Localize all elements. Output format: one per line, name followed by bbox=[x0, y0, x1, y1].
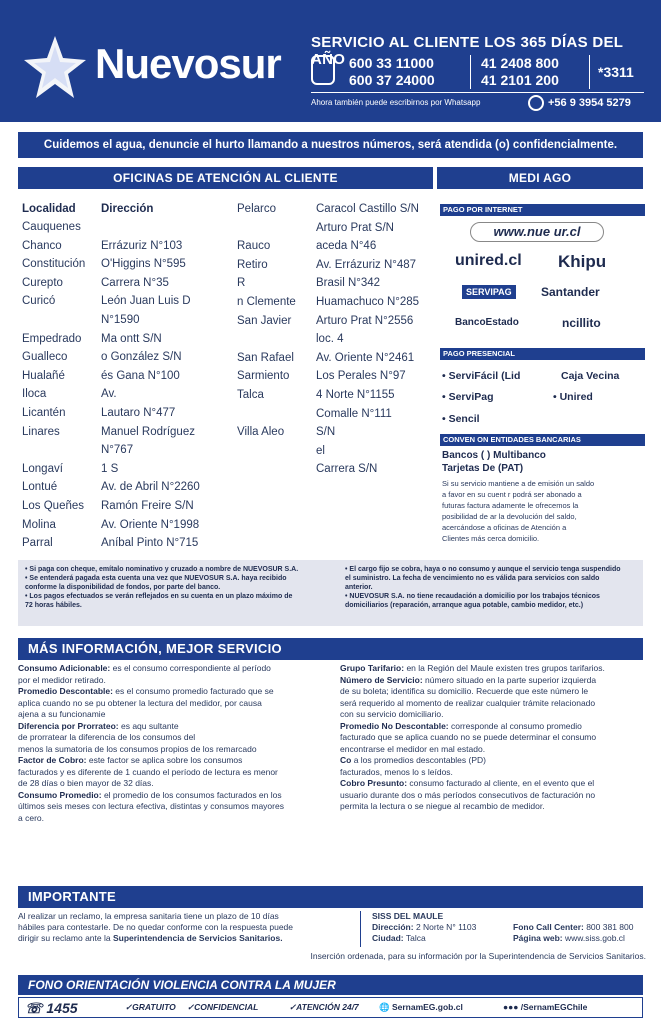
convenio-line: acercándose a oficinas de Atención a bbox=[442, 523, 567, 532]
info-text: consumo facturado al cliente, en el evento que el bbox=[407, 778, 595, 788]
info-text: por el medidor retirado. bbox=[18, 674, 106, 685]
phone-number: 41 2101 200 bbox=[481, 72, 559, 88]
offices-left bbox=[22, 200, 232, 550]
office-locality: Chanco bbox=[22, 239, 62, 252]
phones-col2 bbox=[481, 55, 559, 89]
office-address: aceda N°46 bbox=[316, 240, 377, 253]
footer-social[interactable]: ●●● /SernamEGChile bbox=[503, 1002, 588, 1012]
info-text: facturados, menos lo s leídos. bbox=[340, 766, 453, 777]
info-line bbox=[18, 790, 328, 802]
office-locality: Villa Aleo bbox=[237, 426, 285, 439]
payment-notes bbox=[18, 560, 643, 626]
info-right bbox=[340, 663, 645, 813]
info-text: de su boleta; identifica su domicilio. Recuerde que este número le bbox=[340, 686, 589, 696]
footer-row bbox=[18, 997, 643, 1018]
info-text: usuario durante dos o más períodos consecutivos de facturación no bbox=[340, 789, 596, 800]
info-line bbox=[18, 767, 328, 779]
note-line: anterior. bbox=[345, 584, 373, 591]
office-address: Arturo Prat S/N bbox=[316, 221, 394, 234]
bank-khipu: Khipu bbox=[558, 252, 607, 271]
attention-label: ATENCIÓN 24/7 bbox=[296, 1002, 359, 1012]
info-text: es el consumo correspondiente al período bbox=[110, 663, 271, 673]
office-locality: Rauco bbox=[237, 240, 271, 253]
office-address: Comalle N°111 bbox=[316, 407, 392, 420]
notes-left bbox=[25, 565, 335, 610]
office-locality: Cauquenes bbox=[22, 221, 81, 233]
note-line: • NUEVOSUR S.A. no tiene recaudación a domicilio por los trabajos técnicos bbox=[345, 593, 600, 600]
bank-servipag: SERVIPAG bbox=[462, 285, 516, 299]
whatsapp-text: Ahora también puede escribirnos por Whatsapp bbox=[311, 98, 481, 107]
office-address: és Gana N°100 bbox=[101, 369, 180, 382]
footer-site[interactable]: 🌐 SernamEG.gob.cl bbox=[379, 1002, 463, 1012]
info-line bbox=[340, 801, 645, 813]
info-text: permita la lectura o se niegue al recambio de medidor. bbox=[340, 801, 545, 811]
office-locality: Curepto bbox=[22, 276, 63, 289]
offices-right bbox=[237, 200, 433, 550]
office-locality: Curicó bbox=[22, 295, 56, 308]
important-line: Al realizar un reclamo, la empresa sanitaria tiene un plazo de 10 días bbox=[18, 911, 279, 921]
office-address: Av. Oriente N°1998 bbox=[101, 518, 200, 531]
confidential-label: CONFIDENCIAL bbox=[194, 1002, 259, 1012]
insertion-note: Inserción ordenada, para su información por la Superintendencia de Servicios Sanitarios. bbox=[310, 951, 646, 961]
office-address: N°1590 bbox=[101, 314, 140, 326]
phones-col1 bbox=[349, 55, 435, 89]
info-text: aplica cuando no se pu obtener la lectura del medidor, por causa bbox=[18, 697, 262, 708]
info-line bbox=[340, 755, 645, 767]
office-address: loc. 4 bbox=[316, 333, 344, 346]
office-address: Av. Oriente N°2461 bbox=[316, 351, 415, 364]
info-text: de 28 días o bien mayor de 32 días. bbox=[18, 778, 154, 788]
info-term: Diferencia por Prorrateo: bbox=[18, 720, 119, 731]
info-line bbox=[340, 663, 645, 675]
office-locality: Lontué bbox=[22, 481, 58, 494]
convenio-line: a favor en su cuent r podrá ser abonado a bbox=[442, 490, 582, 499]
phone-number: 41 2408 800 bbox=[481, 55, 559, 71]
office-address: Ramón Freire S/N bbox=[101, 500, 194, 512]
note-line: • Los pagos efectuados se verán reflejados en su cuenta en un plazo máximo de bbox=[25, 593, 293, 600]
office-locality: Linares bbox=[22, 425, 60, 438]
info-text: ajena a su funcionamie bbox=[18, 709, 106, 719]
office-locality: Longaví bbox=[22, 462, 63, 475]
info-term: Factor de Cobro: bbox=[18, 755, 87, 765]
office-address: Av. Errázuriz N°487 bbox=[316, 258, 417, 271]
service-title: SERVICIO AL CLIENTE LOS 365 DÍAS DEL AÑO bbox=[311, 34, 623, 68]
office-address: Caracol Castillo S/N bbox=[316, 203, 419, 215]
info-line bbox=[340, 744, 645, 756]
phone-number: 600 33 11000 bbox=[349, 55, 434, 71]
office-address: O'Higgins N°595 bbox=[101, 258, 186, 271]
office-address: Manuel Rodríguez bbox=[101, 425, 195, 438]
office-locality: Molina bbox=[22, 518, 56, 531]
office-locality: Sarmiento bbox=[237, 370, 290, 383]
info-line bbox=[18, 813, 328, 825]
convenio-line: Clientes más cerca domicilio. bbox=[442, 534, 540, 543]
office-address: el bbox=[316, 444, 325, 457]
payments-title: MEDI AGO bbox=[437, 167, 643, 189]
info-term: Co bbox=[340, 755, 352, 765]
web-label: Página web: bbox=[513, 933, 563, 943]
site-label: SernamEG.gob.cl bbox=[391, 1002, 463, 1012]
siss-dir: 2 Norte N° 1103 bbox=[413, 922, 477, 932]
footer-confidential: ✓CONFIDENCIAL bbox=[187, 1002, 259, 1012]
info-line bbox=[340, 686, 645, 698]
info-text: este factor se aplica sobre los consumos bbox=[86, 755, 243, 765]
convenio-line: futuras factura adamente le ofrecemos la bbox=[442, 501, 579, 510]
info-line bbox=[18, 732, 328, 744]
offices-title: OFICINAS DE ATENCIÓN AL CLIENTE bbox=[18, 167, 433, 189]
siss-city: Talca bbox=[403, 933, 426, 943]
office-address: S/N bbox=[316, 426, 336, 439]
info-text: de prorratear la diferencia de los consumos del bbox=[18, 732, 196, 742]
info-text: número situado en la parte superior izquierda bbox=[422, 674, 597, 685]
office-address: N°767 bbox=[101, 444, 134, 457]
more-info-title: MÁS INFORMACIÓN, MEJOR SERVICIO bbox=[18, 638, 643, 660]
office-locality: R bbox=[237, 277, 246, 290]
info-line bbox=[18, 663, 328, 675]
bank-caja: ncillito bbox=[562, 316, 601, 330]
pay-servipag: • ServiPag bbox=[442, 391, 494, 403]
info-left bbox=[18, 663, 328, 824]
office-address: Los Perales N°97 bbox=[316, 370, 406, 383]
convenio-head: CONVEN ON ENTIDADES BANCARIAS bbox=[440, 434, 645, 446]
info-text: es el consumo promedio facturado que se bbox=[112, 686, 274, 696]
divider bbox=[311, 92, 644, 93]
office-address: Lautaro N°477 bbox=[101, 407, 176, 419]
info-line bbox=[18, 778, 328, 790]
siss-contact bbox=[513, 922, 648, 944]
star-logo-icon bbox=[22, 34, 88, 100]
short-code: *3311 bbox=[598, 64, 634, 80]
important-line: hábiles para contestarle. De no quedar conforme con la respuesta puede bbox=[18, 922, 294, 932]
siss-title: SISS DEL MAULE bbox=[372, 911, 444, 921]
phone-number: 600 37 24000 bbox=[349, 72, 435, 88]
office-address: Carrera S/N bbox=[316, 463, 378, 476]
note-line: conforme la disponibilidad de fondos, por parte del banco. bbox=[25, 584, 221, 591]
office-locality: Retiro bbox=[237, 258, 268, 271]
office-locality: Los Queñes bbox=[22, 500, 85, 512]
info-line bbox=[18, 721, 328, 733]
info-line bbox=[340, 675, 645, 687]
divider bbox=[360, 911, 361, 947]
info-term: Promedio Descontable: bbox=[18, 686, 113, 696]
info-text: a los promedios descontables (PD) bbox=[351, 755, 486, 765]
info-line bbox=[340, 778, 645, 790]
whatsapp-icon bbox=[528, 95, 544, 111]
office-address: 4 Norte N°1155 bbox=[316, 389, 395, 401]
office-address: Av. de Abril N°2260 bbox=[101, 481, 200, 494]
info-text: a cero. bbox=[18, 812, 44, 823]
info-line bbox=[340, 732, 645, 744]
info-line bbox=[340, 790, 645, 802]
office-address: Av. bbox=[101, 388, 117, 401]
info-term: Promedio No Descontable: bbox=[340, 720, 449, 731]
info-text: facturados y es diferente de 1 cuando el período de lectura es menor bbox=[18, 766, 278, 777]
info-line bbox=[18, 675, 328, 687]
note-line: 72 horas hábiles. bbox=[25, 602, 82, 609]
divider bbox=[470, 55, 471, 89]
col-locality: Localidad bbox=[22, 203, 76, 215]
office-locality: Licantén bbox=[22, 407, 66, 419]
office-address: Errázuriz N°103 bbox=[101, 239, 183, 252]
website-link[interactable]: www.nue ur.cl bbox=[470, 222, 604, 242]
note-line: domiciliarios (reparación, arranque agua potable, cambio medidor, etc.) bbox=[345, 602, 584, 609]
info-term: Consumo Promedio: bbox=[18, 789, 102, 800]
whatsapp-number: +56 9 3954 5279 bbox=[548, 97, 631, 109]
office-locality: Hualañé bbox=[22, 369, 65, 382]
office-locality: Pelarco bbox=[237, 203, 276, 215]
office-address: Ma ontt S/N bbox=[101, 332, 162, 345]
office-address: Brasil N°342 bbox=[316, 277, 381, 290]
note-line: el suministro. La fecha de vencimiento no es válida para servicios con saldo bbox=[345, 575, 600, 582]
bank-unired: unired.cl bbox=[455, 252, 522, 269]
office-address: Arturo Prat N°2556 bbox=[316, 314, 414, 327]
office-locality: Constitución bbox=[22, 258, 86, 271]
free-label: GRATUITO bbox=[132, 1002, 176, 1012]
info-term: Cobro Presunto: bbox=[340, 778, 408, 788]
call-number: 800 381 800 bbox=[583, 922, 634, 932]
info-term: Número de Servicio: bbox=[340, 674, 423, 685]
info-text: menos la sumatoria de los consumos propios de los remarcado bbox=[18, 743, 257, 754]
info-line bbox=[18, 709, 328, 721]
convenio-line: Si su servicio mantiene a de emisión un saldo bbox=[442, 479, 595, 488]
convenio-text bbox=[442, 478, 645, 544]
info-line bbox=[18, 744, 328, 756]
phone-icon bbox=[311, 55, 335, 85]
note-line: • Se entenderá pagada esta cuenta una vez que NUEVOSUR S.A. haya recibido bbox=[25, 575, 287, 582]
note-line: • Si paga con cheque, emítalo nominativo y cruzado a nombre de NUEVOSUR S.A. bbox=[25, 566, 299, 573]
info-text: es aqu sultante bbox=[118, 720, 179, 731]
presencial-head: PAGO PRESENCIAL bbox=[440, 348, 645, 360]
brand-name: Nuevosur bbox=[95, 40, 281, 87]
info-line bbox=[18, 686, 328, 698]
convenio-line: posibilidad de ar la devolución del saldo, bbox=[442, 512, 577, 521]
pay-cajavecina: Caja Vecina bbox=[561, 370, 620, 382]
office-locality: Empedrado bbox=[22, 332, 82, 345]
info-term: Grupo Tarifario: bbox=[340, 663, 405, 673]
footer-number: 1455 bbox=[46, 1000, 78, 1016]
footer-attention: ✓ATENCIÓN 24/7 bbox=[289, 1002, 359, 1012]
call-label: Fono Call Center: bbox=[513, 922, 584, 932]
important-title: IMPORTANTE bbox=[18, 886, 643, 908]
office-locality: San Javier bbox=[237, 314, 292, 327]
pay-sencillito: • Sencil bbox=[442, 413, 480, 425]
info-line bbox=[340, 767, 645, 779]
office-locality: Gualleco bbox=[22, 351, 68, 364]
info-text: en la Región del Maule existen tres grupos tarifarios. bbox=[404, 663, 605, 673]
pay-servifacil: • ServiFácil (Lid bbox=[442, 370, 521, 382]
siss-info bbox=[372, 911, 512, 944]
info-text: el promedio de los consumos facturados en los bbox=[101, 789, 282, 800]
info-text: últimos seis meses con lectura efectiva, distintas y consumos mayores bbox=[18, 801, 284, 811]
office-address: o González S/N bbox=[101, 351, 182, 364]
info-line bbox=[18, 755, 328, 767]
office-locality: Talca bbox=[237, 389, 264, 401]
internet-head: PAGO POR INTERNET bbox=[440, 204, 645, 216]
office-address: Carrera N°35 bbox=[101, 276, 169, 289]
siss-dir-label: Dirección: bbox=[372, 922, 414, 932]
pay-unired: • Unired bbox=[553, 391, 593, 403]
important-line: dirigir su reclamo ante la bbox=[18, 933, 113, 943]
office-locality: n Clemente bbox=[237, 296, 296, 308]
divider bbox=[589, 55, 590, 89]
bank-bancoestado: BancoEstado bbox=[455, 317, 519, 328]
social-label: /SernamEGChile bbox=[520, 1002, 588, 1012]
info-text: con su servicio domiciliario. bbox=[340, 709, 444, 719]
important-text bbox=[18, 911, 358, 944]
office-address: 1 S bbox=[101, 462, 119, 475]
note-line: • El cargo fijo se cobra, haya o no consumo y aunque el servicio tenga suspendido bbox=[345, 566, 621, 573]
info-text: corresponde al consumo promedio bbox=[448, 720, 582, 731]
convenio-title: Bancos ( ) Multibanco bbox=[442, 450, 546, 461]
office-locality: San Rafael bbox=[237, 351, 294, 364]
info-text: encontrarse el medidor en mal estado. bbox=[340, 743, 486, 754]
footer-phone: ☏ 1455 bbox=[25, 1000, 78, 1016]
info-text: facturado que se aplica cuando no se puede determinar el consumo bbox=[340, 732, 597, 742]
info-line bbox=[340, 721, 645, 733]
header bbox=[0, 0, 661, 122]
info-line bbox=[18, 801, 328, 813]
office-locality: Iloca bbox=[22, 388, 47, 401]
office-locality: Parral bbox=[22, 537, 53, 550]
col-address: Dirección bbox=[101, 203, 154, 215]
web-url[interactable]: www.siss.gob.cl bbox=[562, 933, 625, 943]
siss-name: Superintendencia de Servicios Sanitarios. bbox=[112, 933, 283, 943]
office-address: Aníbal Pinto N°715 bbox=[101, 537, 199, 550]
info-text: será requerido al momento de realizar cualquier trámite relacionado bbox=[340, 697, 596, 708]
siss-city-label: Ciudad: bbox=[372, 933, 404, 943]
info-line bbox=[340, 709, 645, 721]
info-line bbox=[340, 698, 645, 710]
info-line bbox=[18, 698, 328, 710]
footer-free: ✓GRATUITO bbox=[125, 1002, 176, 1012]
convenio-title2: Tarjetas De (PAT) bbox=[442, 463, 524, 474]
footer-title: FONO ORIENTACIÓN VIOLENCIA CONTRA LA MUJER bbox=[18, 975, 643, 995]
banner: Cuidemos el agua, denuncie el hurto llamando a nuestros números, será atendida (o) confidencialmente. bbox=[18, 132, 643, 158]
office-address: Huamachuco N°285 bbox=[316, 296, 420, 308]
office-address: León Juan Luis D bbox=[101, 295, 191, 308]
bank-santander: Santander bbox=[541, 285, 600, 299]
info-term: Consumo Adicionable: bbox=[18, 663, 111, 673]
notes-right bbox=[345, 565, 640, 610]
